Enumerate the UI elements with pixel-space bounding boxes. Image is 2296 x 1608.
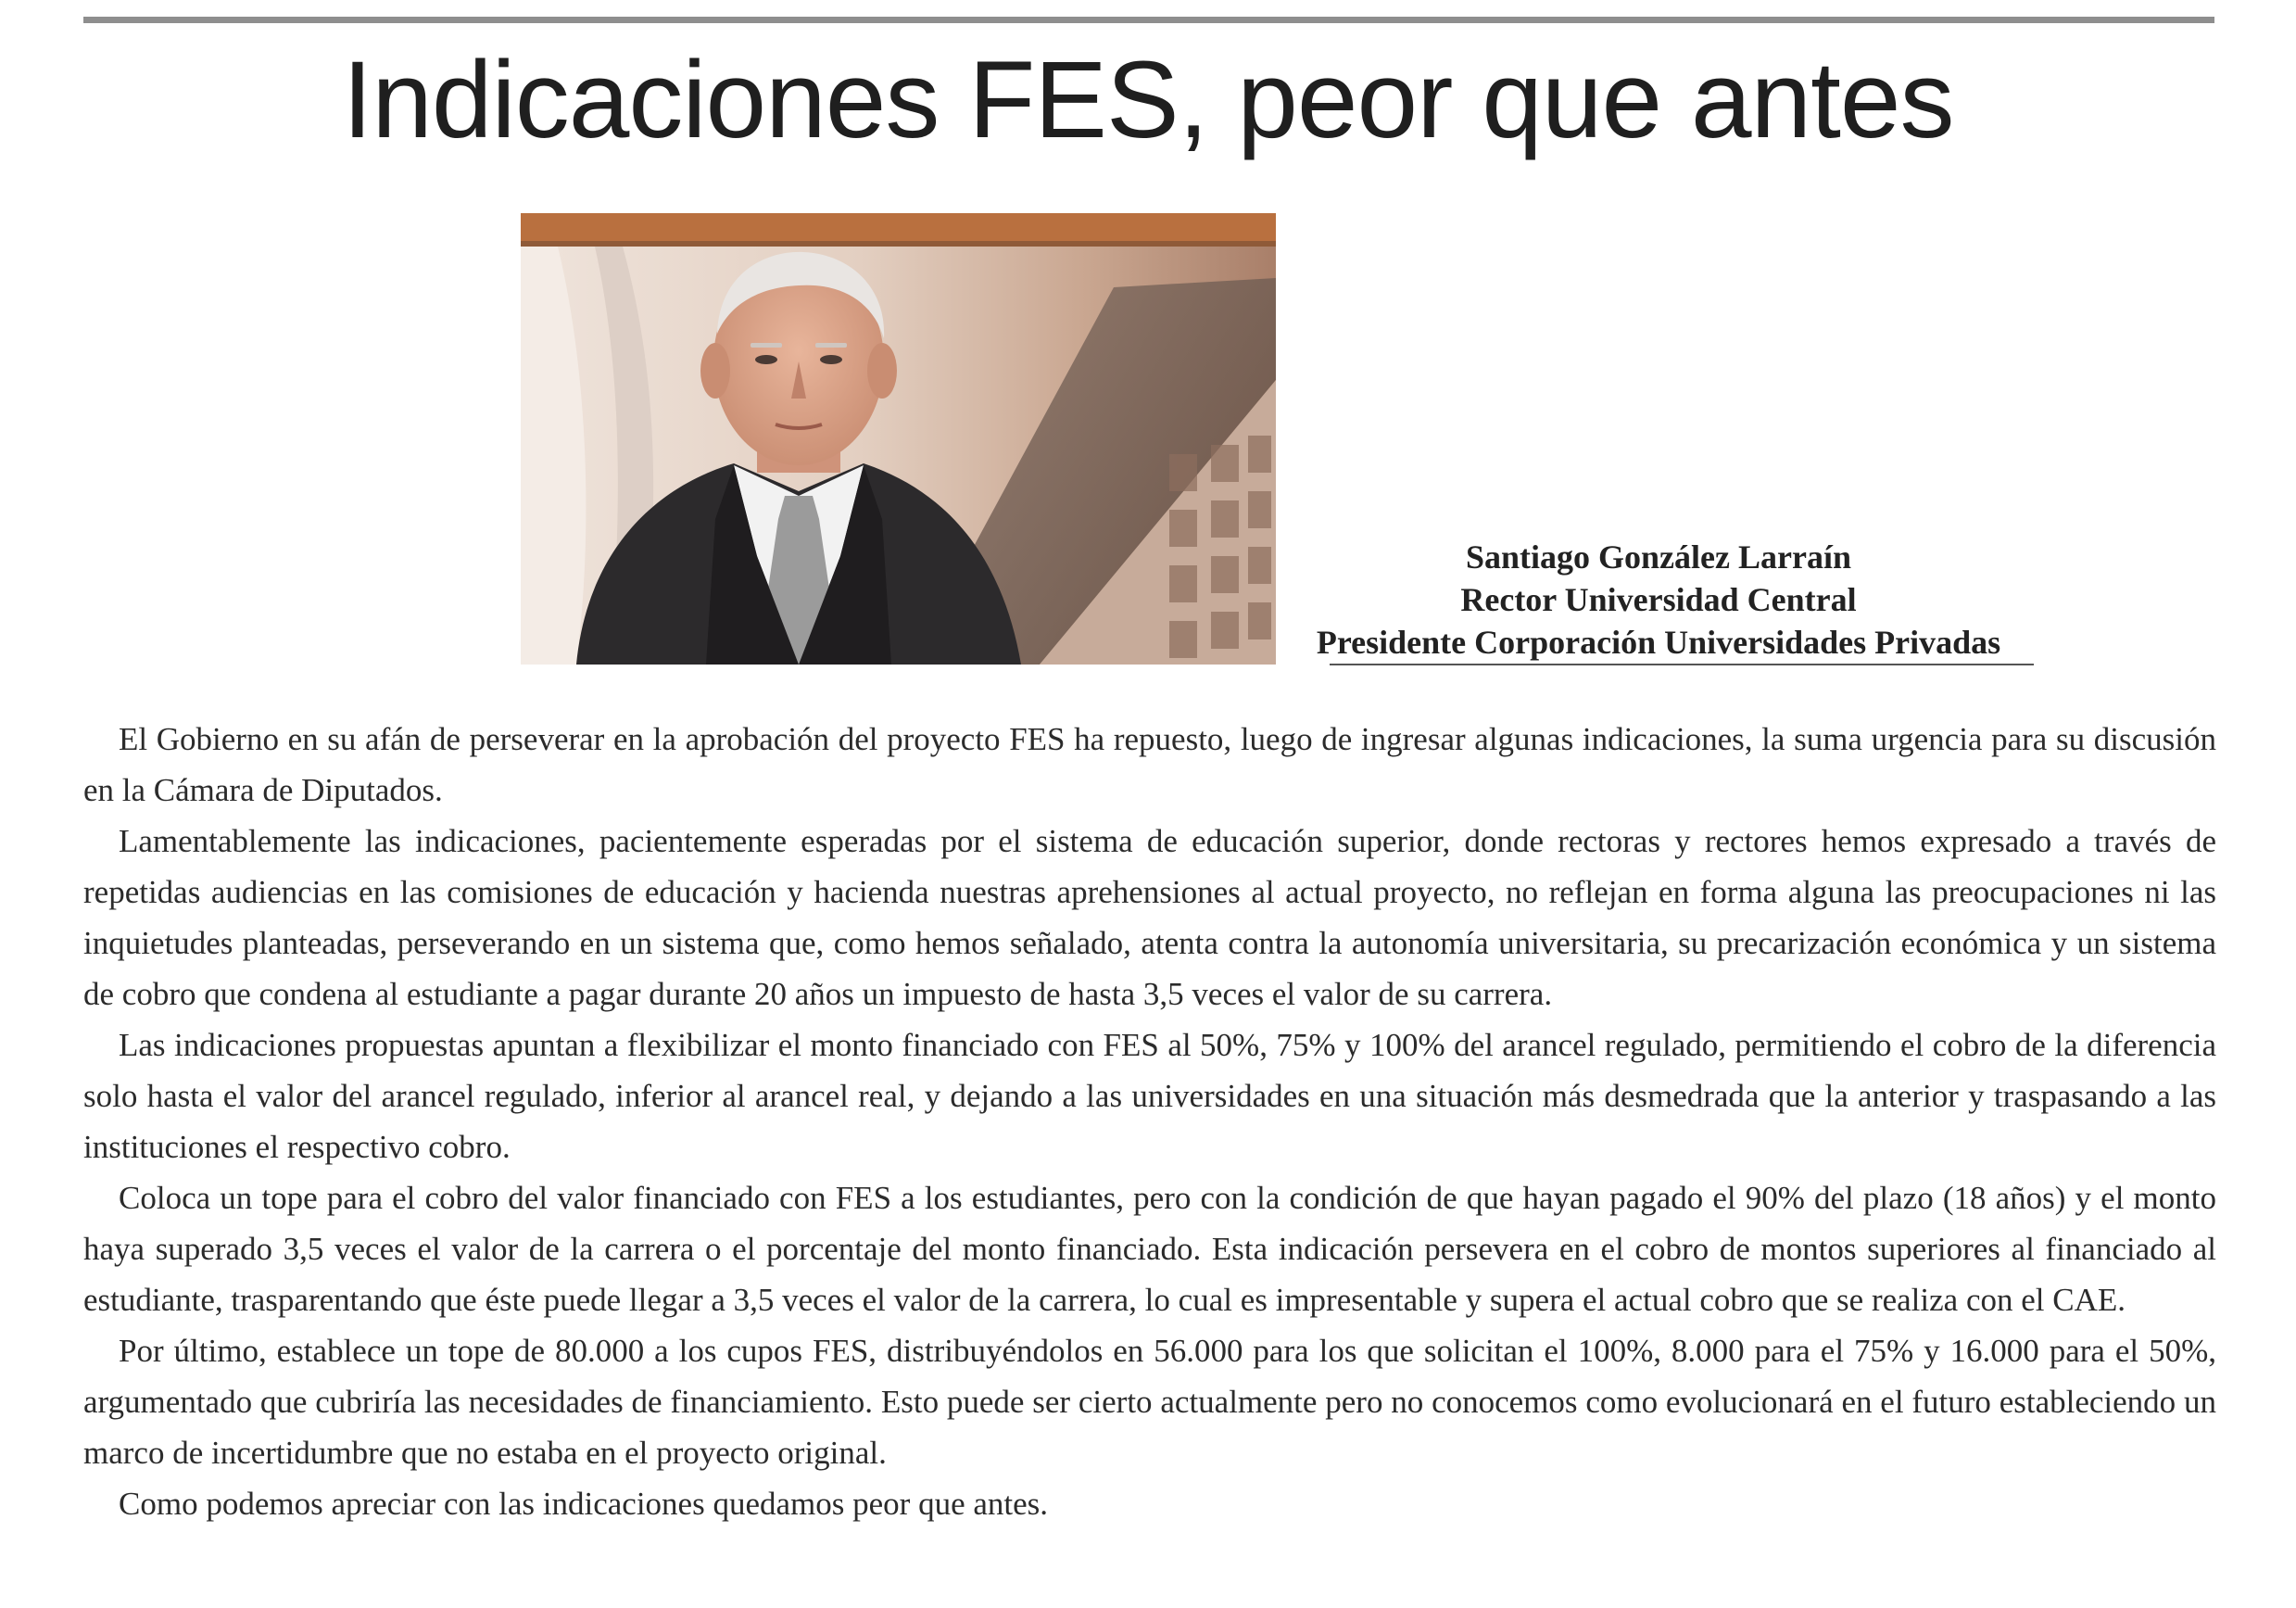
headline: Indicaciones FES, peor que antes	[342, 39, 1954, 161]
portrait-photo-icon	[521, 213, 1276, 665]
article-body	[83, 714, 2216, 1529]
article-paragraph: Por último, establece un tope de 80.000 a los cupos FES, distribuyéndolos en 56.000 para los que solicitan el 100%, 8.000 para el 75% y 16.000 para el 50%, argumentado que cubriría las necesidades de financiamiento. Esto puede ser cierto actualmente pero no conocemos como evolucionará en el futuro estableciendo un marco de incertidumbre que no estaba en el proyecto original.	[83, 1333, 2216, 1471]
article-paragraph: El Gobierno en su afán de perseverar en la aprobación del proyecto FES ha repuesto, luego de ingresar algunas indicaciones, la suma urgencia para su discusión en la Cámara de Diputados.	[83, 721, 2216, 808]
article-paragraph: Lamentablemente las indicaciones, pacientemente esperadas por el sistema de educación superior, donde rectoras y rectores hemos expresado a través de repetidas audiencias en las comisiones de educación y hacienda nuestras aprehensiones al actual proyecto, no reflejan en forma alguna las preocupaciones ni las inquietudes planteadas, perseverando en un sistema que, como hemos señalado, atenta contra la autonomía universitaria, su precarización económica y un sistema de cobro que condena al estudiante a pagar durante 20 años un impuesto de hasta 3,5 veces el valor de su carrera.	[83, 823, 2216, 1012]
author-title: Presidente Corporación Universidades Privadas	[1316, 624, 2001, 661]
author-photo	[521, 213, 1276, 665]
byline-underline	[1330, 664, 2034, 665]
article-paragraph: Como podemos apreciar con las indicaciones quedamos peor que antes.	[119, 1486, 1049, 1522]
top-rule	[83, 17, 2214, 23]
author-role: Rector Universidad Central	[1460, 581, 1857, 618]
article-paragraph: Las indicaciones propuestas apuntan a flexibilizar el monto financiado con FES al 50%, 75% y 100% del arancel regulado, permitiendo el cobro de la diferencia solo hasta el valor del arancel regulado, inferior al arancel real, y dejando a las universidades en una situación más desmedrada que la anterior y traspasando a las instituciones el respectivo cobro.	[83, 1027, 2216, 1165]
article-paragraph: Coloca un tope para el cobro del valor financiado con FES a los estudiantes, pero con la condición de que hayan pagado el 90% del plazo (18 años) y el monto haya superado 3,5 veces el valor de la carrera o el porcentaje del monto financiado. Esta indicación persevera en el cobro de montos superiores al financiado al estudiante, trasparentando que éste puede llegar a 3,5 veces el valor de la carrera, lo cual es impresentable y supera el actual cobro que se realiza con el CAE.	[83, 1180, 2216, 1318]
byline	[1288, 536, 2029, 664]
author-name: Santiago González Larraín	[1466, 538, 1851, 576]
